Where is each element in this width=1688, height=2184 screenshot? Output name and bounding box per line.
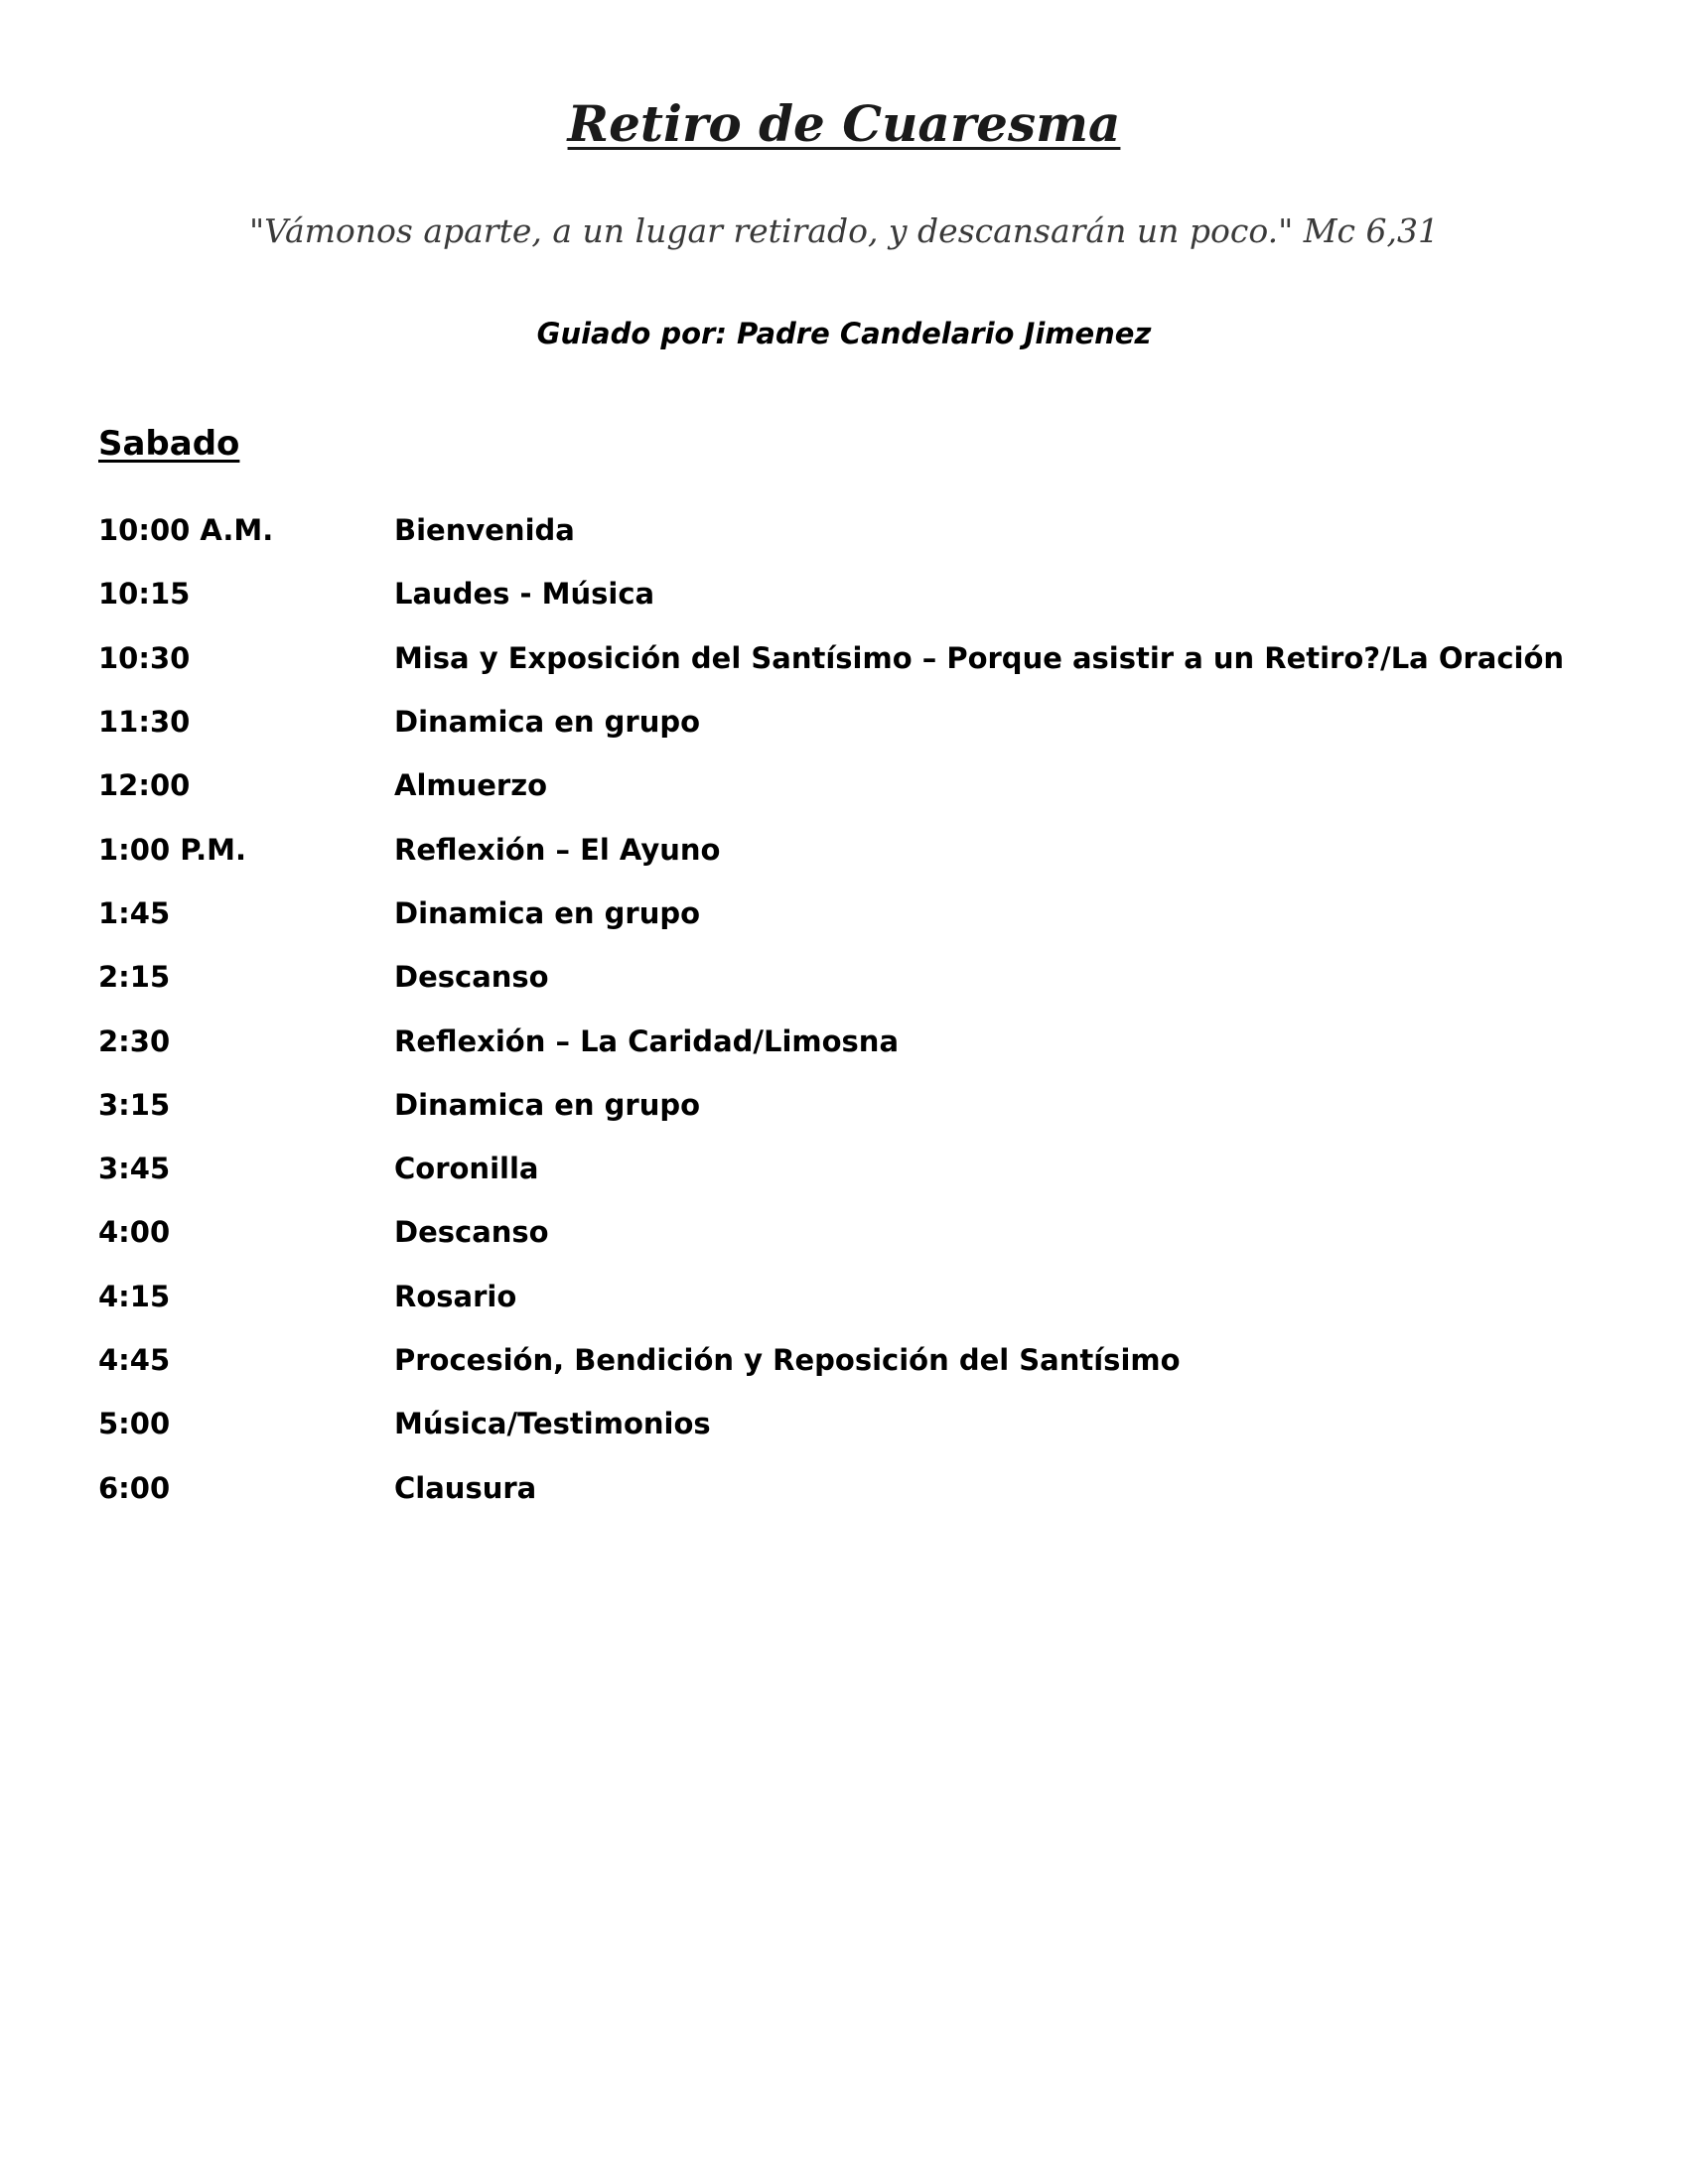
- schedule-activity: Dinamica en grupo: [394, 895, 701, 930]
- schedule-row: [98, 562, 1627, 625]
- schedule-time: 10:15: [98, 577, 191, 612]
- schedule-activity: Descanso: [394, 960, 549, 995]
- schedule-time: 6:00: [98, 1470, 171, 1505]
- schedule-row: [98, 1009, 1627, 1072]
- schedule-list: [98, 498, 1627, 1520]
- schedule-time: 4:45: [98, 1343, 171, 1377]
- schedule-row: [98, 817, 1627, 881]
- schedule-time: 4:15: [98, 1279, 171, 1313]
- schedule-row: [98, 1137, 1627, 1200]
- schedule-time: 12:00: [98, 768, 191, 803]
- schedule-activity: Coronilla: [394, 1152, 539, 1186]
- schedule-activity: Laudes - Música: [394, 577, 655, 612]
- schedule-time: 11:30: [98, 705, 191, 740]
- schedule-row: [98, 1328, 1627, 1392]
- schedule-time: 3:45: [98, 1152, 171, 1186]
- schedule-activity: Música/Testimonios: [394, 1407, 711, 1441]
- schedule-time: 5:00: [98, 1407, 171, 1441]
- schedule-row: [98, 1200, 1627, 1264]
- schedule-time: 2:30: [98, 1024, 171, 1058]
- schedule-row: [98, 1455, 1627, 1519]
- schedule-activity: Dinamica en grupo: [394, 705, 701, 740]
- schedule-row: [98, 498, 1627, 562]
- page-title: [0, 89, 1688, 159]
- schedule-row: [98, 1073, 1627, 1137]
- schedule-activity: Misa y Exposición del Santísimo – Porque asistir a un Retiro?/La Oración: [394, 640, 1565, 675]
- guide-line: Guiado por: Padre Candelario Jimenez: [536, 317, 1152, 350]
- schedule-time: 3:15: [98, 1087, 171, 1122]
- schedule-time: 10:00 A.M.: [98, 513, 274, 548]
- schedule-activity: Descanso: [394, 1215, 549, 1250]
- schedule-row: [98, 945, 1627, 1009]
- schedule-row: [98, 626, 1627, 690]
- schedule-row: [98, 1265, 1627, 1328]
- schedule-time: 4:00: [98, 1215, 171, 1250]
- schedule-activity: Almuerzo: [394, 768, 548, 803]
- scripture-quote: "Vámonos aparte, a un lugar retirado, y descansarán un poco." Mc 6,31: [248, 211, 1440, 250]
- schedule-row: [98, 1392, 1627, 1455]
- schedule-activity: Dinamica en grupo: [394, 1087, 701, 1122]
- schedule-activity: Rosario: [394, 1279, 517, 1313]
- schedule-activity: Reflexión – La Caridad/Limosna: [394, 1024, 900, 1058]
- schedule-row: [98, 753, 1627, 817]
- day-heading: Sabado: [98, 424, 240, 464]
- title-text: Retiro de Cuaresma: [567, 94, 1121, 153]
- schedule-time: 10:30: [98, 640, 191, 675]
- schedule-time: 1:00 P.M.: [98, 832, 247, 867]
- schedule-time: 2:15: [98, 960, 171, 995]
- schedule-activity: Bienvenida: [394, 513, 575, 548]
- schedule-activity: Reflexión – El Ayuno: [394, 832, 721, 867]
- schedule-activity: Clausura: [394, 1470, 537, 1505]
- schedule-time: 1:45: [98, 895, 171, 930]
- schedule-row: [98, 882, 1627, 945]
- schedule-row: [98, 690, 1627, 753]
- schedule-activity: Procesión, Bendición y Reposición del Santísimo: [394, 1343, 1181, 1377]
